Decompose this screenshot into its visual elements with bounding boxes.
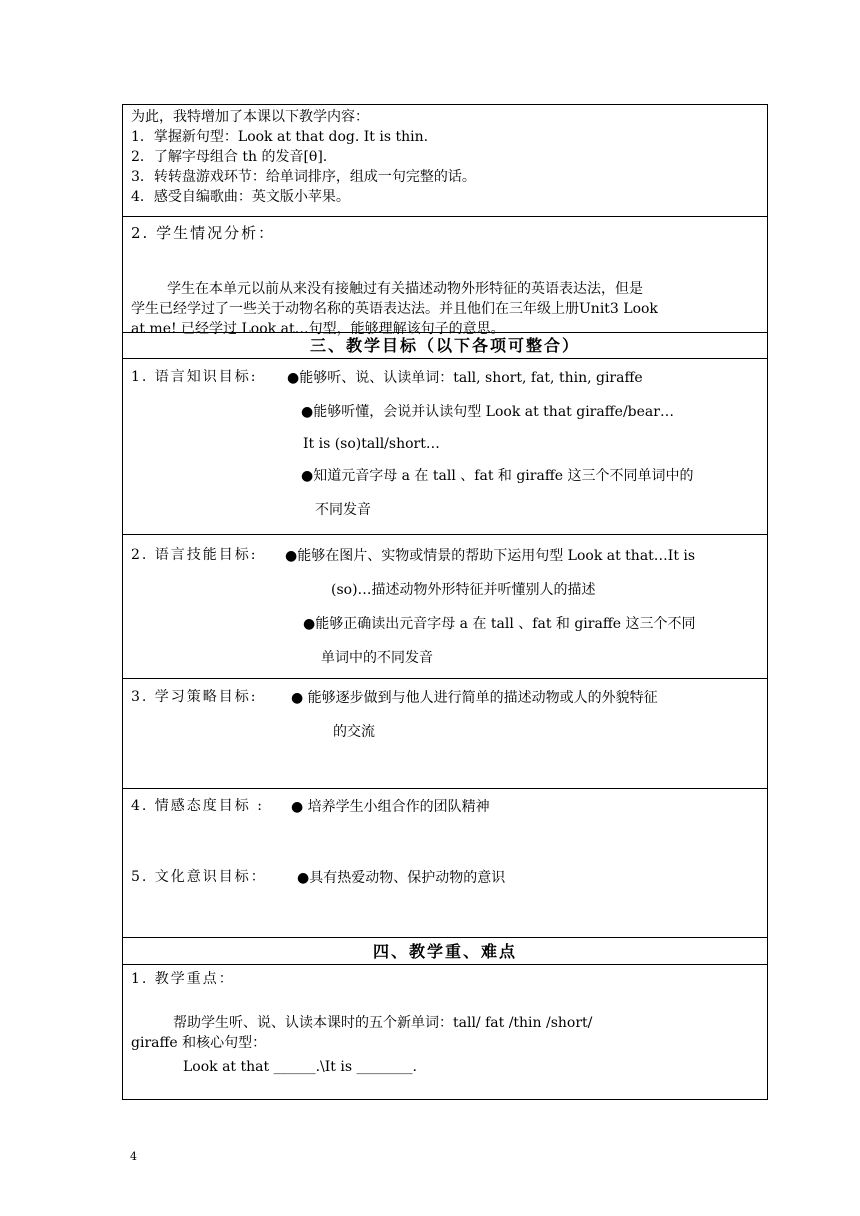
student-analysis-line: 学生已经学过了一些关于动物名称的英语表达法。并且他们在三年级上册Unit3 Look	[131, 301, 658, 317]
section3-title: 三、教学目标（以下各项可整合）	[309, 336, 580, 355]
skill-goals-label: 2. 语言技能目标:	[131, 547, 258, 563]
student-analysis-label: 2. 学生情况分析：	[131, 224, 276, 242]
knowledge-goal-item: ●能够听懂，会说并认读句型 Look at that giraffe/bear…	[301, 404, 674, 420]
strategy-goals-label: 3. 学习策略目标:	[131, 689, 258, 705]
section4-title: 四、教学重、难点	[372, 942, 517, 961]
skill-goal-item: ●能够在图片、实物或情景的帮助下运用句型 Look at that…It is	[285, 548, 696, 564]
lesson-plan-table	[122, 104, 768, 1100]
student-analysis-line: at me! 已经学过 Look at…句型，能够理解该句子的意思。	[131, 321, 505, 337]
knowledge-goal-item: ●能够听、说、认读单词：tall, short, fat, thin, giraffe	[287, 370, 643, 386]
culture-goal-item: ●具有热爱动物、保护动物的意识	[297, 870, 506, 886]
key-points-line: 帮助学生听、说、认读本课时的五个新单词：tall/ fat /thin /short/	[173, 1015, 593, 1031]
intro-heading: 为此，我特增加了本课以下教学内容：	[131, 109, 369, 125]
intro-row	[123, 105, 767, 217]
knowledge-goal-item: It is (so)tall/short…	[303, 436, 440, 452]
knowledge-goal-item: 不同发音	[315, 502, 371, 518]
key-points-row	[123, 965, 767, 1099]
strategy-goal-item: 的交流	[333, 724, 375, 740]
intro-item: 4．感受自编歌曲：英文版小苹果。	[131, 189, 350, 205]
intro-item: 1．掌握新句型：Look at that dog. It is thin.	[131, 129, 429, 145]
culture-goals-label: 5. 文化意识目标：	[131, 869, 267, 885]
intro-item: 2．了解字母组合 th 的发音[θ].	[131, 149, 328, 165]
emotion-goal-item: ● 培养学生小组合作的团队精神	[291, 799, 490, 815]
section4-header	[123, 938, 767, 965]
skill-goal-item: ●能够正确读出元音字母 a 在 tall 、fat 和 giraffe 这三个不同	[303, 616, 696, 632]
knowledge-goal-item: ●知道元音字母 a 在 tall 、fat 和 giraffe 这三个不同单词中的	[301, 468, 694, 484]
strategy-goal-item: ● 能够逐步做到与他人进行简单的描述动物或人的外貌特征	[291, 690, 658, 706]
knowledge-goals-label: 1. 语言知识目标:	[131, 369, 258, 385]
skill-goals-row	[123, 535, 767, 679]
intro-item: 3．转转盘游戏环节：给单词排序，组成一句完整的话。	[131, 169, 476, 185]
key-points-sentence: Look at that ______.\It is ________.	[183, 1059, 417, 1075]
emotion-goals-label: 4. 情感态度目标 :	[131, 798, 264, 814]
skill-goal-item: (so)…描述动物外形特征并听懂别人的描述	[331, 582, 596, 598]
student-analysis-line: 学生在本单元以前从来没有接触过有关描述动物外形特征的英语表达法，但是	[167, 281, 643, 297]
skill-goal-item: 单词中的不同发音	[321, 650, 433, 666]
knowledge-goals-row	[123, 359, 767, 535]
section3-header	[123, 333, 767, 359]
student-analysis-row	[123, 217, 767, 337]
strategy-goals-row	[123, 679, 767, 789]
emotion-culture-goals-row	[123, 789, 767, 938]
key-points-line: giraffe 和核心句型：	[131, 1035, 267, 1051]
key-points-label: 1. 教学重点：	[131, 971, 235, 987]
page-number: 4	[130, 1150, 137, 1163]
